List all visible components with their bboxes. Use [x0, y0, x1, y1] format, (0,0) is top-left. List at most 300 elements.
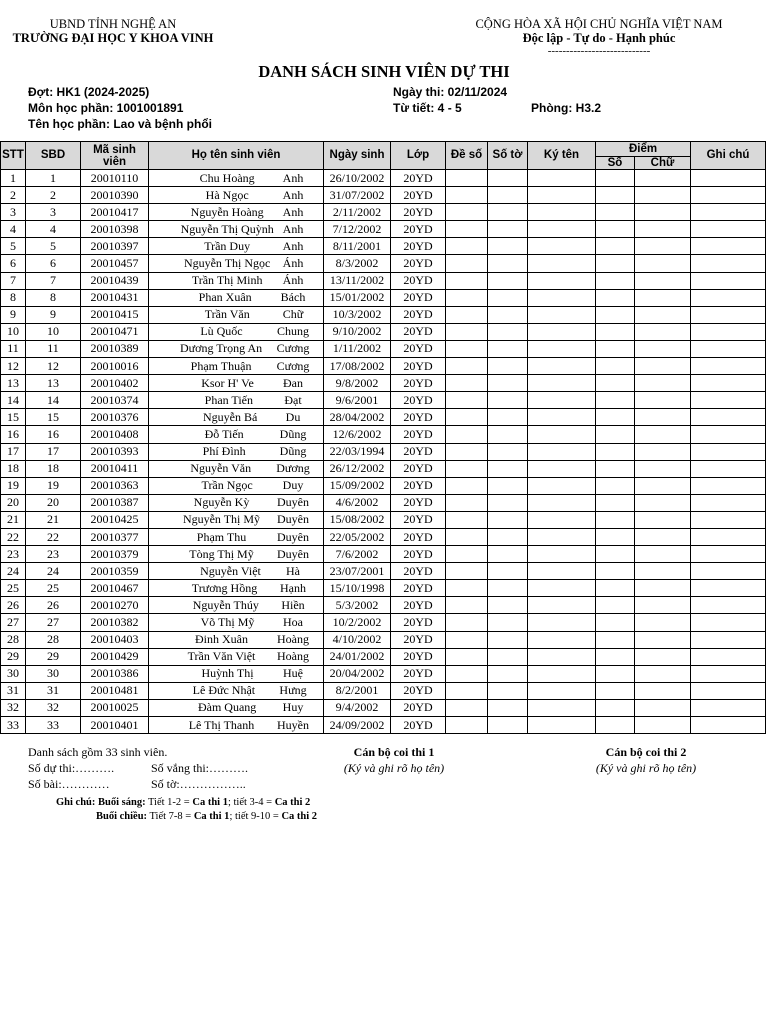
cell-exam-code [446, 255, 488, 272]
absence-count: Số vắng thi:………. [151, 761, 249, 775]
cell-class: 20YD [391, 597, 446, 614]
cell-notes [691, 460, 766, 477]
cell-score-words [635, 340, 691, 357]
cell-student-id: 20010110 [81, 170, 149, 187]
cell-score-number [596, 323, 635, 340]
cell-surname: Đỗ Tiến [204, 426, 244, 441]
cell-score-words [635, 392, 691, 409]
cell-exam-code [446, 221, 488, 238]
cell-signature [528, 409, 596, 426]
cell-notes [691, 375, 766, 392]
cell-stt: 4 [1, 221, 26, 238]
cell-sbd: 28 [26, 631, 81, 648]
cell-surname: Dương Trọng An [179, 341, 263, 356]
cell-signature [528, 699, 596, 716]
cell-score-number [596, 699, 635, 716]
cell-class: 20YD [391, 340, 446, 357]
cell-sbd: 7 [26, 272, 81, 289]
cell-student-id: 20010467 [81, 580, 149, 597]
cell-sbd: 33 [26, 717, 81, 734]
cell-class: 20YD [391, 272, 446, 289]
cell-notes [691, 665, 766, 682]
cell-class: 20YD [391, 221, 446, 238]
table-row [1, 187, 766, 204]
cell-birthdate: 26/10/2002 [324, 170, 391, 187]
cell-exam-code [446, 306, 488, 323]
cell-sheet-count [488, 426, 528, 443]
cell-full-name [149, 511, 324, 528]
cell-notes [691, 614, 766, 631]
cell-birthdate: 4/10/2002 [324, 631, 391, 648]
table-row [1, 511, 766, 528]
cell-exam-code [446, 699, 488, 716]
cell-birthdate: 7/12/2002 [324, 221, 391, 238]
cell-signature [528, 597, 596, 614]
cell-sbd: 24 [26, 563, 81, 580]
cell-given-name: Duy [282, 478, 304, 493]
cell-sheet-count [488, 204, 528, 221]
cell-given-name: Du [285, 409, 301, 424]
cell-signature [528, 682, 596, 699]
cell-notes [691, 272, 766, 289]
school-header [0, 17, 226, 45]
table-row [1, 340, 766, 357]
cell-birthdate: 13/11/2002 [324, 272, 391, 289]
cell-score-words [635, 699, 691, 716]
cell-signature [528, 631, 596, 648]
cell-given-name: Hưng [279, 683, 307, 698]
cell-student-id: 20010471 [81, 323, 149, 340]
cell-stt: 27 [1, 614, 26, 631]
table-row [1, 221, 766, 238]
cell-stt: 11 [1, 340, 26, 357]
cell-given-name: Duyên [277, 495, 309, 510]
cell-class: 20YD [391, 170, 446, 187]
cell-exam-code [446, 665, 488, 682]
cell-full-name [149, 477, 324, 494]
cell-birthdate: 24/09/2002 [324, 717, 391, 734]
cell-signature [528, 563, 596, 580]
cell-student-id: 20010415 [81, 306, 149, 323]
cell-exam-code [446, 443, 488, 460]
cell-score-number [596, 597, 635, 614]
cell-sbd: 13 [26, 375, 81, 392]
cell-birthdate: 8/11/2001 [324, 238, 391, 255]
cell-exam-code [446, 494, 488, 511]
cell-sbd: 22 [26, 528, 81, 545]
cell-student-id: 20010397 [81, 238, 149, 255]
attendance-count: Số dự thi:………. [28, 761, 115, 775]
cell-notes [691, 238, 766, 255]
cell-birthdate: 23/07/2001 [324, 563, 391, 580]
cell-signature [528, 426, 596, 443]
col-score: Điểm [596, 142, 691, 157]
cell-full-name [149, 204, 324, 221]
cell-given-name: Anh [282, 170, 304, 185]
cell-score-number [596, 648, 635, 665]
cell-sheet-count [488, 614, 528, 631]
cell-stt: 20 [1, 494, 26, 511]
table-row [1, 426, 766, 443]
cell-class: 20YD [391, 699, 446, 716]
student-count-summary: Danh sách gồm 33 sinh viên. [28, 745, 168, 759]
cell-sheet-count [488, 443, 528, 460]
cell-surname: Lê Đức Nhật [192, 683, 256, 698]
cell-exam-code [446, 340, 488, 357]
cell-full-name [149, 563, 324, 580]
cell-stt: 32 [1, 699, 26, 716]
cell-score-words [635, 272, 691, 289]
cell-score-words [635, 358, 691, 375]
cell-full-name [149, 289, 324, 306]
course-name: Tên học phần: Lao và bệnh phổi [28, 117, 213, 131]
cell-sbd: 5 [26, 238, 81, 255]
cell-given-name: Anh [282, 204, 304, 219]
cell-given-name: Cương [276, 358, 310, 373]
cell-student-id: 20010379 [81, 546, 149, 563]
cell-student-id: 20010390 [81, 187, 149, 204]
cell-sbd: 4 [26, 221, 81, 238]
cell-exam-code [446, 682, 488, 699]
cell-class: 20YD [391, 204, 446, 221]
cell-surname: Phạm Thuận [190, 358, 252, 373]
table-row [1, 494, 766, 511]
cell-exam-code [446, 597, 488, 614]
afternoon-label: Buổi chiều: [96, 811, 148, 822]
table-row [1, 717, 766, 734]
cell-student-id: 20010270 [81, 597, 149, 614]
session-note-afternoon [96, 811, 317, 822]
cell-surname: Phí Đình [202, 444, 246, 459]
cell-notes [691, 494, 766, 511]
cell-student-id: 20010431 [81, 289, 149, 306]
cell-notes [691, 511, 766, 528]
cell-given-name: Anh [282, 238, 304, 253]
province-name: UBND TỈNH NGHỆ AN [49, 17, 177, 31]
proctor-1-signature-note: (Ký và ghi rõ họ tên) [343, 761, 445, 775]
cell-student-id: 20010382 [81, 614, 149, 631]
cell-full-name [149, 597, 324, 614]
table-row [1, 528, 766, 545]
cell-sheet-count [488, 580, 528, 597]
cell-score-number [596, 375, 635, 392]
cell-student-id: 20010411 [81, 460, 149, 477]
col-full-name: Họ tên sinh viên [149, 142, 324, 170]
cell-sbd: 14 [26, 392, 81, 409]
cell-exam-code [446, 631, 488, 648]
afternoon-period-a: Tiết 7-8 = [149, 811, 192, 822]
cell-score-number [596, 563, 635, 580]
cell-exam-code [446, 238, 488, 255]
cell-score-number [596, 426, 635, 443]
cell-notes [691, 306, 766, 323]
cell-given-name: Dương [276, 461, 310, 476]
cell-birthdate: 26/12/2002 [324, 460, 391, 477]
cell-sheet-count [488, 170, 528, 187]
col-student-id: Mã sinh viên [81, 142, 149, 170]
cell-given-name: Duyên [277, 529, 309, 544]
cell-birthdate: 9/4/2002 [324, 699, 391, 716]
cell-score-number [596, 204, 635, 221]
cell-given-name: Hạnh [280, 580, 306, 595]
cell-stt: 16 [1, 426, 26, 443]
note-label: Ghi chú: [56, 797, 96, 808]
cell-signature [528, 460, 596, 477]
cell-exam-code [446, 323, 488, 340]
cell-class: 20YD [391, 375, 446, 392]
cell-sheet-count [488, 323, 528, 340]
cell-sheet-count [488, 187, 528, 204]
cell-exam-code [446, 426, 488, 443]
cell-full-name [149, 614, 324, 631]
cell-sheet-count [488, 648, 528, 665]
cell-surname: Nguyễn Thị Mỹ [182, 512, 261, 527]
cell-full-name [149, 392, 324, 409]
cell-sbd: 27 [26, 614, 81, 631]
cell-score-words [635, 187, 691, 204]
cell-score-number [596, 272, 635, 289]
cell-sbd: 3 [26, 204, 81, 221]
cell-surname: Tòng Thị Mỹ [189, 546, 254, 561]
cell-exam-code [446, 358, 488, 375]
cell-sbd: 21 [26, 511, 81, 528]
cell-score-words [635, 289, 691, 306]
cell-surname: Đinh Xuân [195, 632, 248, 647]
cell-surname: Võ Thị Mỹ [200, 614, 255, 629]
cell-class: 20YD [391, 443, 446, 460]
table-row [1, 238, 766, 255]
cell-full-name [149, 460, 324, 477]
cell-score-words [635, 494, 691, 511]
cell-given-name: Đan [283, 375, 303, 390]
cell-surname: Trần Thị Minh [191, 273, 263, 288]
cell-score-words [635, 375, 691, 392]
cell-full-name [149, 238, 324, 255]
table-row [1, 648, 766, 665]
table-row [1, 255, 766, 272]
cell-stt: 1 [1, 170, 26, 187]
cell-student-id: 20010363 [81, 477, 149, 494]
cell-birthdate: 4/6/2002 [324, 494, 391, 511]
cell-student-id: 20010025 [81, 699, 149, 716]
cell-student-id: 20010417 [81, 204, 149, 221]
cell-student-id: 20010408 [81, 426, 149, 443]
cell-signature [528, 648, 596, 665]
cell-sheet-count [488, 528, 528, 545]
cell-signature [528, 443, 596, 460]
cell-sheet-count [488, 409, 528, 426]
cell-class: 20YD [391, 426, 446, 443]
cell-score-words [635, 563, 691, 580]
cell-birthdate: 15/10/1998 [324, 580, 391, 597]
cell-signature [528, 665, 596, 682]
cell-full-name [149, 255, 324, 272]
table-row [1, 563, 766, 580]
cell-surname: Chu Hoàng [199, 170, 255, 185]
cell-score-number [596, 255, 635, 272]
cell-birthdate: 8/3/2002 [324, 255, 391, 272]
table-row [1, 409, 766, 426]
cell-signature [528, 204, 596, 221]
cell-class: 20YD [391, 631, 446, 648]
cell-score-words [635, 597, 691, 614]
cell-score-number [596, 460, 635, 477]
cell-sheet-count [488, 511, 528, 528]
cell-student-id: 20010439 [81, 272, 149, 289]
cell-score-number [596, 546, 635, 563]
cell-score-words [635, 717, 691, 734]
cell-class: 20YD [391, 546, 446, 563]
cell-exam-code [446, 409, 488, 426]
cell-score-number [596, 392, 635, 409]
table-row [1, 580, 766, 597]
cell-student-id: 20010016 [81, 358, 149, 375]
exam-batch: Đợt: HK1 (2024-2025) [28, 85, 150, 99]
cell-sheet-count [488, 375, 528, 392]
table-row [1, 546, 766, 563]
cell-signature [528, 289, 596, 306]
cell-given-name: Hoàng [277, 632, 309, 647]
cell-class: 20YD [391, 648, 446, 665]
cell-full-name [149, 221, 324, 238]
cell-given-name: Cương [276, 341, 310, 356]
cell-student-id: 20010425 [81, 511, 149, 528]
cell-class: 20YD [391, 255, 446, 272]
cell-signature [528, 255, 596, 272]
cell-class: 20YD [391, 323, 446, 340]
cell-sbd: 19 [26, 477, 81, 494]
cell-notes [691, 717, 766, 734]
cell-birthdate: 15/09/2002 [324, 477, 391, 494]
cell-score-number [596, 221, 635, 238]
cell-surname: Hà Ngọc [205, 187, 249, 202]
cell-sbd: 6 [26, 255, 81, 272]
cell-full-name [149, 717, 324, 734]
student-rows [1, 170, 766, 734]
col-notes: Ghi chú [691, 142, 766, 170]
cell-notes [691, 528, 766, 545]
cell-stt: 12 [1, 358, 26, 375]
cell-sbd: 11 [26, 340, 81, 357]
cell-notes [691, 443, 766, 460]
cell-full-name [149, 682, 324, 699]
cell-stt: 29 [1, 648, 26, 665]
cell-exam-code [446, 460, 488, 477]
cell-score-words [635, 648, 691, 665]
cell-score-words [635, 323, 691, 340]
cell-birthdate: 15/01/2002 [324, 289, 391, 306]
cell-score-number [596, 187, 635, 204]
cell-full-name [149, 323, 324, 340]
cell-class: 20YD [391, 238, 446, 255]
cell-notes [691, 409, 766, 426]
cell-score-number [596, 409, 635, 426]
cell-score-words [635, 221, 691, 238]
cell-given-name: Dũng [279, 444, 307, 459]
cell-full-name [149, 306, 324, 323]
cell-sheet-count [488, 563, 528, 580]
cell-student-id: 20010402 [81, 375, 149, 392]
cell-score-words [635, 614, 691, 631]
cell-full-name [149, 443, 324, 460]
cell-stt: 15 [1, 409, 26, 426]
cell-sbd: 18 [26, 460, 81, 477]
cell-given-name: Hoa [283, 614, 303, 629]
cell-exam-code [446, 170, 488, 187]
proctor-2-signature-note: (Ký và ghi rõ họ tên) [595, 761, 697, 775]
cell-student-id: 20010376 [81, 409, 149, 426]
cell-exam-code [446, 511, 488, 528]
cell-exam-code [446, 272, 488, 289]
cell-signature [528, 546, 596, 563]
cell-birthdate: 10/2/2002 [324, 614, 391, 631]
course-code: Môn học phần: 1001001891 [28, 101, 184, 115]
cell-surname: Phan Xuân [198, 290, 252, 305]
exam-room: Phòng: H3.2 [531, 101, 602, 115]
cell-full-name [149, 170, 324, 187]
cell-signature [528, 340, 596, 357]
cell-sheet-count [488, 272, 528, 289]
table-row [1, 665, 766, 682]
cell-given-name: Anh [282, 187, 304, 202]
cell-stt: 8 [1, 289, 26, 306]
country-name: CỘNG HÒA XÃ HỘI CHỦ NGHĨA VIỆT NAM [475, 17, 723, 31]
cell-class: 20YD [391, 580, 446, 597]
cell-score-number [596, 665, 635, 682]
cell-notes [691, 546, 766, 563]
cell-surname: Trần Văn [204, 307, 250, 322]
cell-student-id: 20010387 [81, 494, 149, 511]
cell-score-words [635, 665, 691, 682]
cell-student-id: 20010374 [81, 392, 149, 409]
cell-class: 20YD [391, 306, 446, 323]
table-row [1, 272, 766, 289]
cell-full-name [149, 340, 324, 357]
cell-stt: 25 [1, 580, 26, 597]
proctor-1-title: Cán bộ coi thi 1 [353, 745, 435, 759]
cell-signature [528, 375, 596, 392]
cell-given-name: Bách [280, 290, 306, 305]
cell-full-name [149, 546, 324, 563]
cell-stt: 30 [1, 665, 26, 682]
cell-score-number [596, 717, 635, 734]
cell-sheet-count [488, 460, 528, 477]
cell-class: 20YD [391, 614, 446, 631]
cell-full-name [149, 528, 324, 545]
cell-full-name [149, 375, 324, 392]
cell-given-name: Ánh [282, 273, 304, 288]
cell-exam-code [446, 580, 488, 597]
cell-surname: Nguyễn Thị Ngọc [183, 256, 271, 271]
cell-sbd: 8 [26, 289, 81, 306]
cell-class: 20YD [391, 392, 446, 409]
cell-sheet-count [488, 221, 528, 238]
cell-birthdate: 12/6/2002 [324, 426, 391, 443]
morning-shift-b: Ca thi 2 [274, 797, 311, 808]
cell-given-name: Duyên [277, 546, 309, 561]
national-motto: Độc lập - Tự do - Hạnh phúc [522, 31, 676, 45]
cell-exam-code [446, 528, 488, 545]
cell-stt: 22 [1, 528, 26, 545]
cell-class: 20YD [391, 665, 446, 682]
national-header [470, 17, 728, 57]
cell-notes [691, 289, 766, 306]
col-birthdate: Ngày sinh [324, 142, 391, 170]
col-exam-code: Đề số [446, 142, 488, 170]
cell-notes [691, 426, 766, 443]
cell-stt: 21 [1, 511, 26, 528]
cell-signature [528, 477, 596, 494]
